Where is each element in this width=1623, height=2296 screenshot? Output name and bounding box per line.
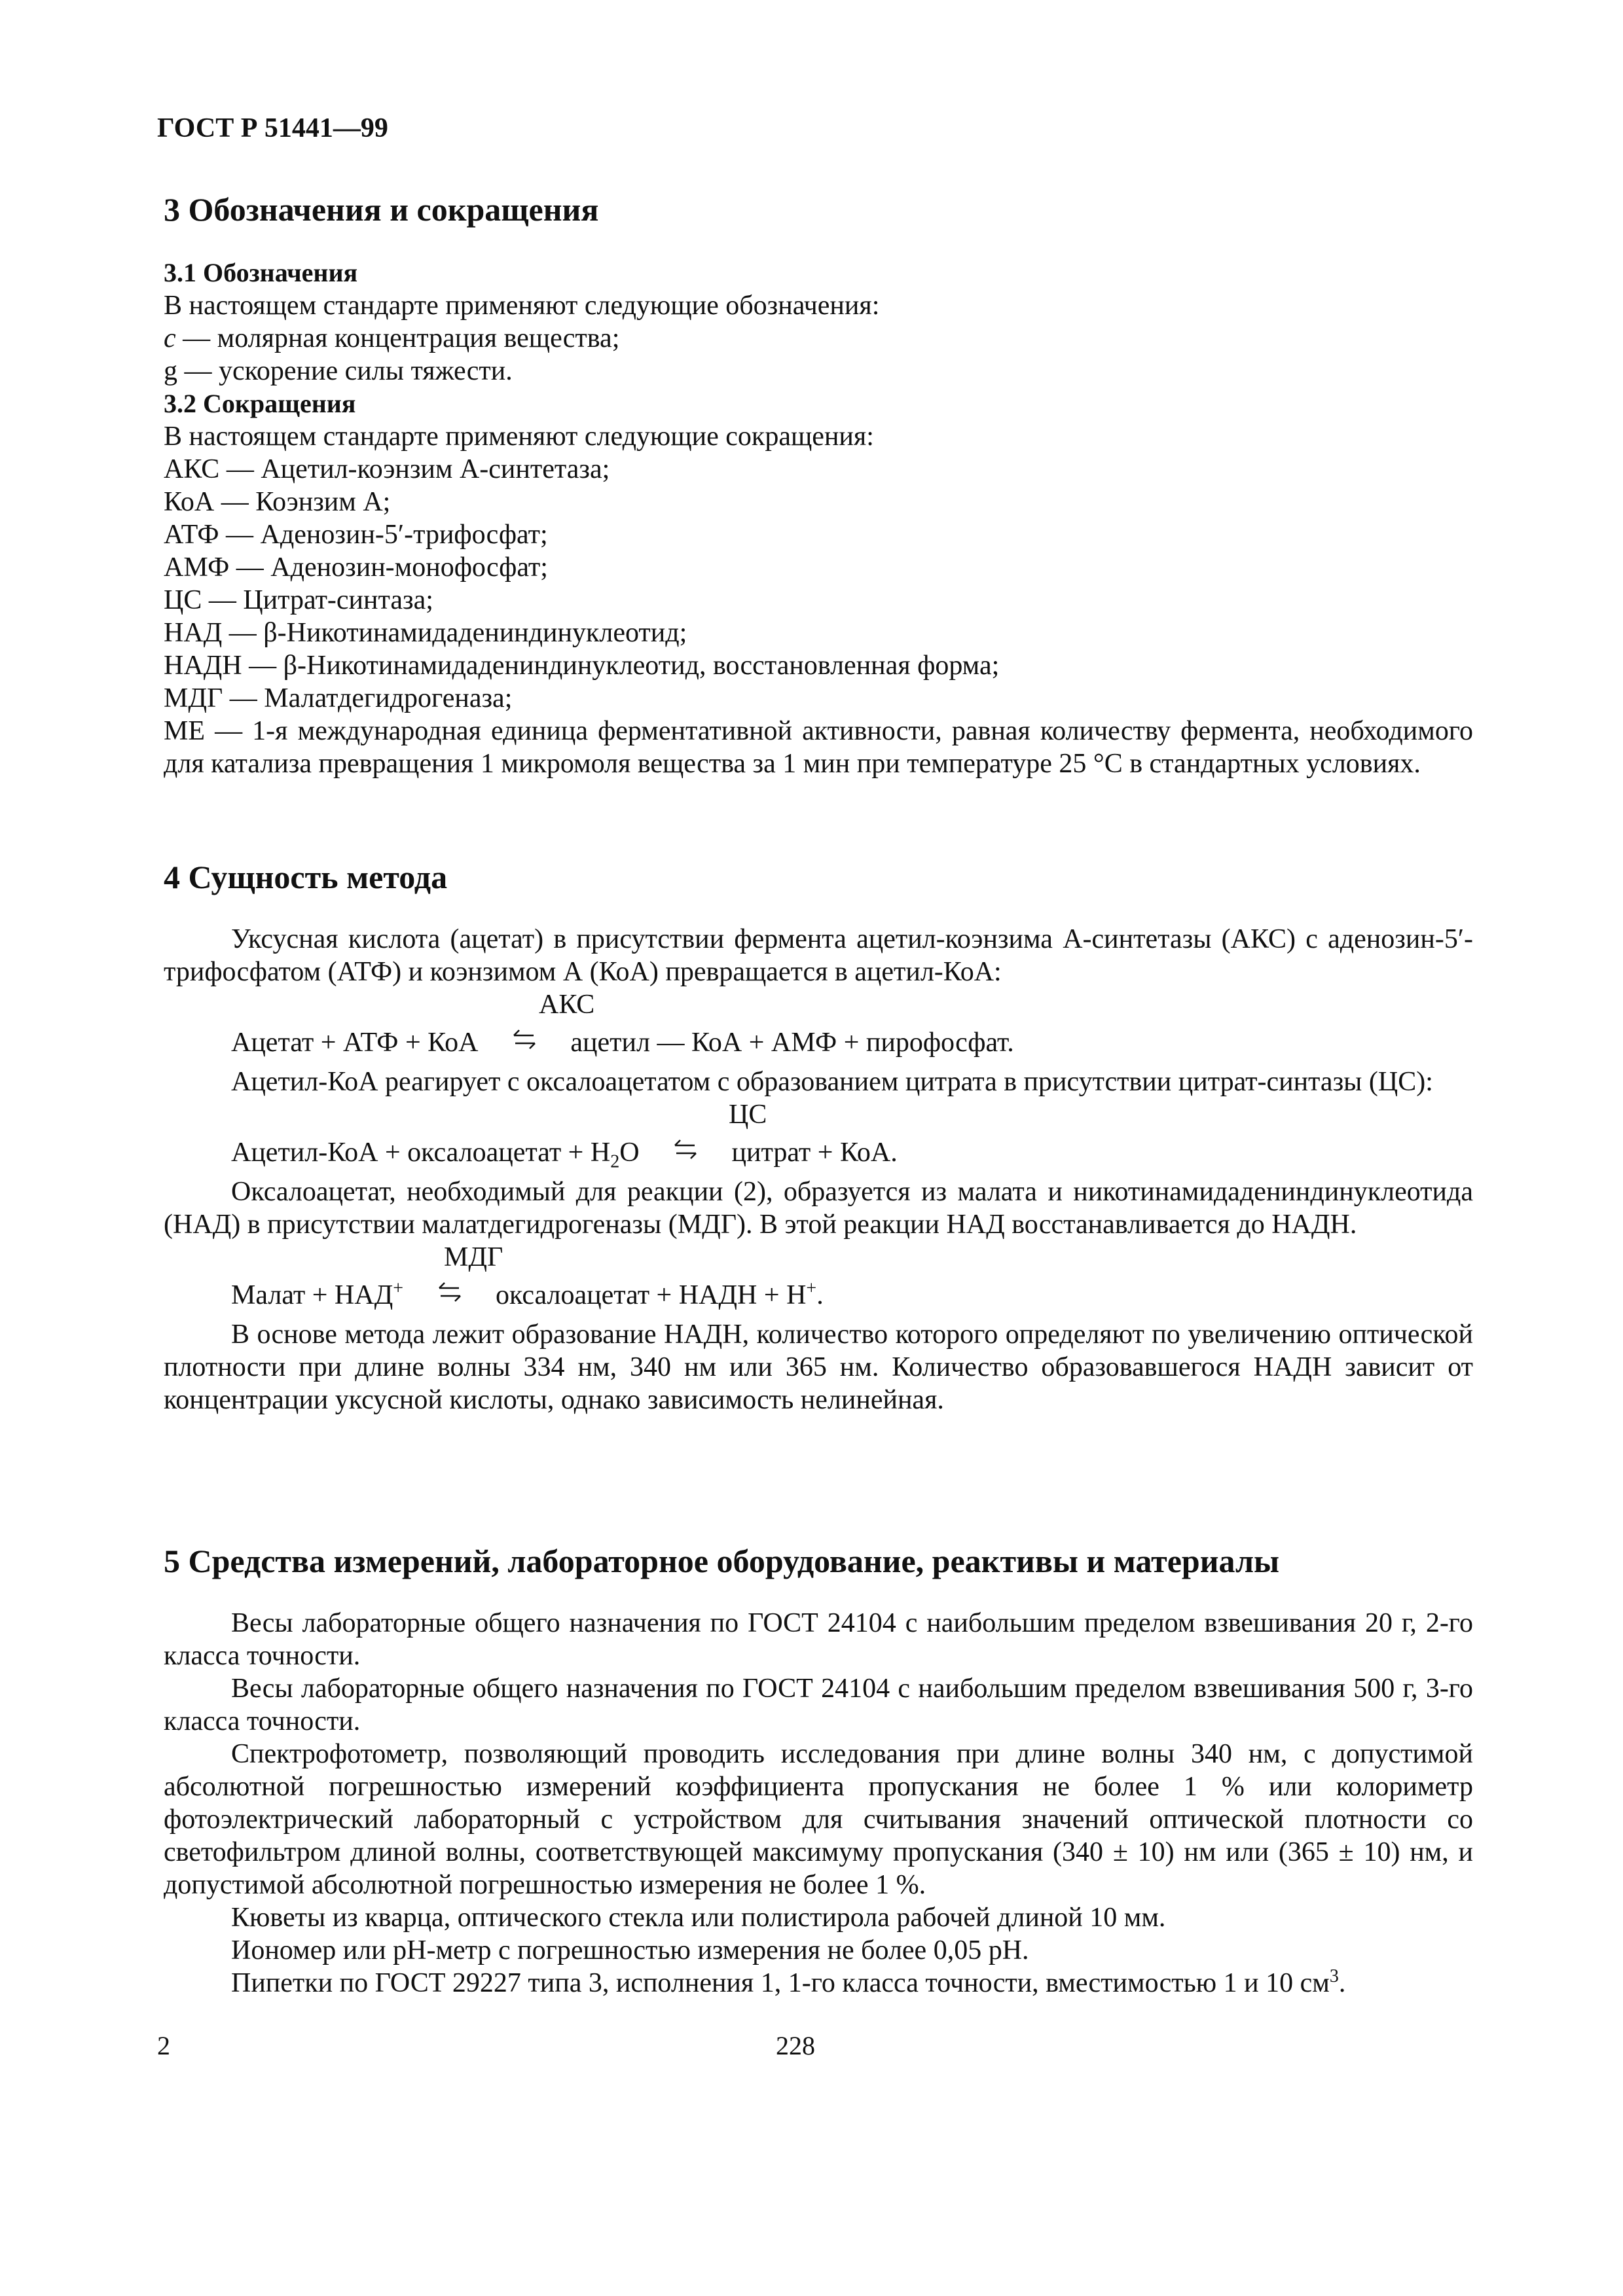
- left-right-harpoon-arrows-icon: [672, 1136, 699, 1170]
- abbr-item: АКС — Ацетил-коэнзим А-синтетаза;: [164, 454, 610, 484]
- abbr-item: МДГ — Малатдегидрогеназа;: [164, 683, 513, 713]
- equation-1-left: Ацетат + АТФ + КоА: [231, 1028, 479, 1058]
- equation-1: [231, 988, 1473, 1066]
- subsection-3-2-title: 3.2 Сокращения: [164, 389, 356, 418]
- collection-page-number: 228: [776, 2031, 815, 2060]
- section-5-paragraph: Иономер или pH-метр с погрешностью измерения не более 0,05 pH.: [231, 1935, 1029, 1965]
- page-number: 2: [157, 2031, 170, 2060]
- section-4-paragraph: Оксалоацетат, необходимый для реакции (2), образуется из малата и никотинамидадениндинуклеотида (НАД) в присутствии малатдегидрогеназы (МДГ). В этой реакции НАД восстанавливается до НАДН.: [164, 1177, 1473, 1240]
- abbr-item: АМФ — Аденозин-монофосфат;: [164, 552, 548, 583]
- abbr-item: НАД — β-Никотинамидадениндинуклеотид;: [164, 618, 687, 648]
- section-3-title: 3 Обозначения и сокращения: [164, 191, 599, 228]
- section-3: [164, 190, 1473, 780]
- abbr-item: КоА — Коэнзим А;: [164, 487, 391, 517]
- me-definition: МЕ — 1-я международная единица ферментативной активности, равная количеству фермента, необходимого для катализа превращения 1 микромоля вещества за 1 мин при температуре 25 °С в стандартных условиях.: [164, 716, 1473, 779]
- left-right-harpoon-arrows-icon: [511, 1026, 538, 1060]
- section-5-paragraph: Пипетки по ГОСТ 29227 типа 3, исполнения 1, 1-го класса точности, вместимостью 1 и 10 $см^3$.: [231, 1966, 1346, 1998]
- section-5-paragraph: Спектрофотометр, позволяющий проводить исследования при длине волны 340 нм, с допустимой абсолютной погрешностью измерений коэффициента пропускания не более 1 % или колориметр фотоэлектрический лабораторный с устройством для считывания значений оптической плотности со светофильтром длиной волны, соответствующей максимуму пропускания (340 ± 10) нм или (365 ± 10) нм, и допустимой абсолютной погрешностью измерения не более 1 %.: [164, 1739, 1473, 1900]
- equation-3-left: Малат + НАД+: [231, 1278, 404, 1310]
- equation-3: [231, 1241, 1473, 1318]
- left-right-harpoon-arrows-icon: [437, 1279, 463, 1313]
- subsection-3-1-title: 3.1 Обозначения: [164, 258, 358, 287]
- section-5-paragraph: Весы лабораторные общего назначения по ГОСТ 24104 с наибольшим пределом взвешивания 20 г, 2-го класса точности.: [164, 1608, 1473, 1671]
- abbr-intro: В настоящем стандарте применяют следующие сокращения:: [164, 422, 874, 452]
- section-4-paragraph: Уксусная кислота (ацетат) в присутствии фермента ацетил-коэнзима А-синтетазы (АКС) с аденозин-5′-трифосфатом (АТФ) и коэнзимом А (КоА) превращается в ацетил-КоА:: [164, 924, 1473, 987]
- equation-2-left: Ацетил-КоА + оксалоацетат + $H_2O$: [231, 1138, 640, 1172]
- equation-1-right: ацетил — КоА + АМФ + пирофосфат.: [570, 1028, 1014, 1058]
- document-code: ГОСТ Р 51441—99: [157, 113, 388, 143]
- equation-3-right: оксалоацетат + НАДН + H+.: [496, 1278, 824, 1310]
- equation-2-enzyme: ЦС: [729, 1100, 767, 1130]
- symbol-g: g — ускорение силы тяжести.: [164, 356, 513, 386]
- section-4-paragraph: В основе метода лежит образование НАДН, количество которого определяют по увеличению оптической плотности при длине волны 334 нм, 340 нм или 365 нм. Количество образовавшегося НАДН зависит от концентрации уксусной кислоты, однако зависимость нелинейная.: [164, 1319, 1473, 1415]
- symbol-c: c — молярная концентрация вещества;: [164, 323, 620, 353]
- abbr-item: ЦС — Цитрат-синтаза;: [164, 585, 433, 615]
- abbr-item: НАДН — β-Никотинамидадениндинуклеотид, восстановленная форма;: [164, 651, 1000, 681]
- section-5: [164, 1541, 1473, 2000]
- equation-3-enzyme: МДГ: [444, 1242, 503, 1272]
- equation-2: [231, 1098, 1473, 1175]
- section-4-paragraph: Ацетил-КоА реагирует с оксалоацетатом с образованием цитрата в присутствии цитрат-синтазы (ЦС):: [231, 1067, 1433, 1097]
- symbols-intro: В настоящем стандарте применяют следующие обозначения:: [164, 291, 880, 321]
- equation-1-enzyme: АКС: [539, 990, 595, 1020]
- section-5-paragraph: Кюветы из кварца, оптического стекла или полистирола рабочей длиной 10 мм.: [231, 1903, 1166, 1933]
- section-4: [164, 857, 1473, 1416]
- abbr-item: АТФ — Аденозин-5′-трифосфат;: [164, 520, 548, 550]
- section-5-title: 5 Средства измерений, лабораторное оборудование, реактивы и материалы: [164, 1543, 1280, 1579]
- section-4-title: 4 Сущность метода: [164, 859, 448, 895]
- section-5-paragraph: Весы лабораторные общего назначения по ГОСТ 24104 с наибольшим пределом взвешивания 500 г, 3-го класса точности.: [164, 1674, 1473, 1736]
- equation-2-right: цитрат + КоА.: [731, 1138, 898, 1168]
